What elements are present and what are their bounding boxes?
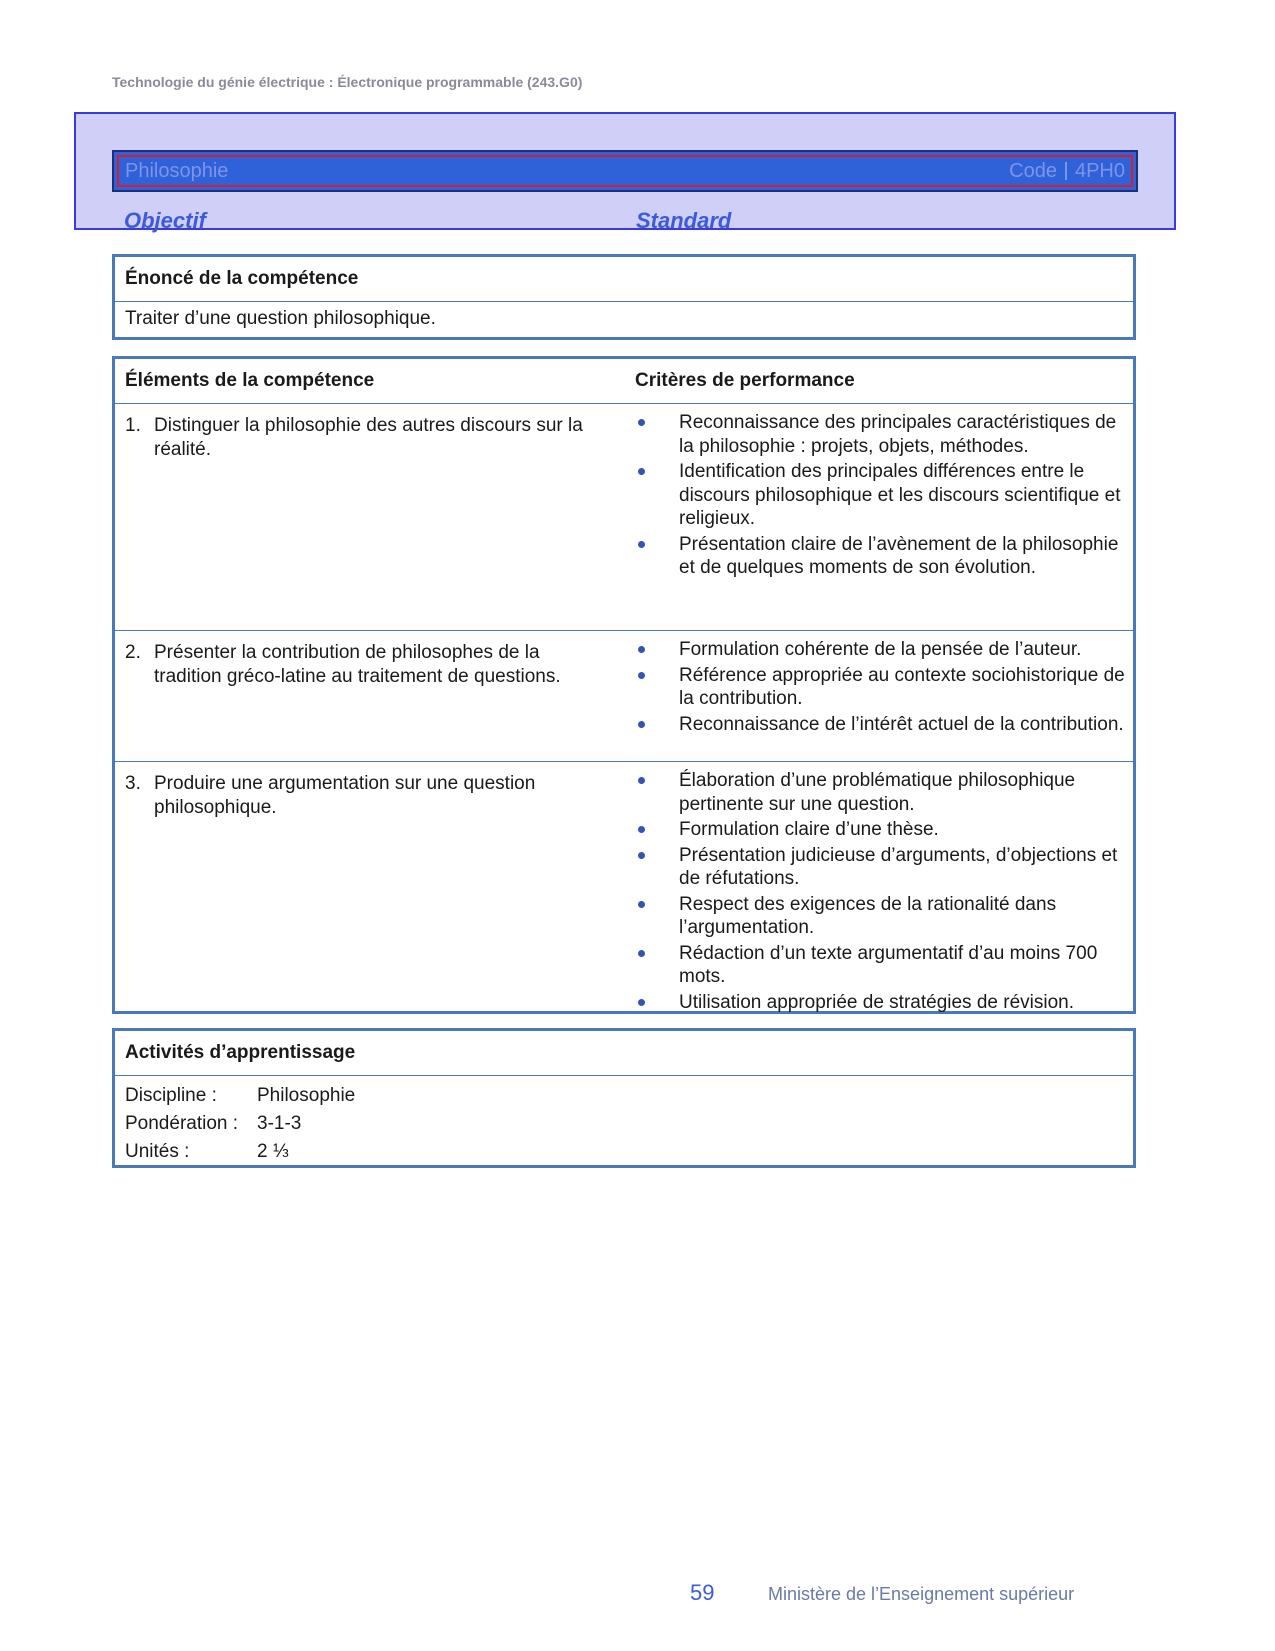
enonce-text: Traiter d’une question philosophique. [115, 301, 1133, 336]
criterion-item [635, 769, 1125, 816]
element-row-2 [115, 630, 1133, 761]
unites-row [125, 1138, 1123, 1166]
running-head: Technologie du génie électrique : Électronique programmable (243.G0) [112, 74, 583, 90]
code-label: Code [1009, 159, 1057, 182]
criterion-item [635, 713, 1125, 737]
title-bar [112, 150, 1138, 192]
criterion-item [635, 664, 1125, 711]
code-separator [1065, 162, 1067, 180]
element-number: 3. [125, 773, 141, 794]
page-footer [690, 1580, 1074, 1606]
criterion-text: Formulation claire d’une thèse. [679, 819, 939, 840]
discipline-value: Philosophie [257, 1085, 356, 1106]
criterion-text: Utilisation appropriée de stratégies de révision. [679, 991, 1074, 1013]
criterion-item [635, 460, 1125, 531]
ponderation-value: 3-1-3 [257, 1113, 302, 1134]
criterion-text: Présentation judicieuse d’arguments, d’objections et de réfutations. [679, 844, 1118, 889]
elements-header-row [115, 359, 1133, 403]
element-number: 2. [125, 642, 141, 663]
unites-value: 2 ⅓ [257, 1141, 289, 1162]
criterion-item [635, 991, 1125, 1015]
criterion-item [635, 942, 1125, 989]
discipline-label: Discipline : [125, 1085, 217, 1106]
criterion-item [635, 844, 1125, 891]
criterion-text: Référence appropriée au contexte sociohistorique de la contribution. [679, 664, 1125, 709]
bullet-icon [638, 721, 645, 728]
criterion-text: Identification des principales différences entre le discours philosophique et les discours scientifique et religieux. [679, 461, 1121, 529]
element-row-1 [115, 403, 1133, 630]
bullet-icon [638, 826, 645, 833]
criterion-text: Élaboration d’une problématique philosophique pertinente sur une question. [679, 770, 1076, 815]
objectif-heading: Objectif [124, 208, 206, 233]
bullet-icon [638, 419, 645, 426]
standard-heading: Standard [636, 208, 732, 233]
element-number: 1. [125, 415, 141, 436]
page-number: 59 [690, 1580, 715, 1605]
criterion-item [635, 818, 1125, 842]
bullet-icon [638, 468, 645, 475]
element-row-3 [115, 761, 1133, 1016]
course-code [1009, 160, 1125, 183]
ponderation-label: Pondération : [125, 1113, 239, 1134]
ponderation-row [125, 1110, 1123, 1138]
criterion-text: Présentation claire de l’avènement de la philosophie et de quelques moments de son évolution. [679, 533, 1119, 578]
enonce-heading: Énoncé de la compétence [125, 268, 359, 289]
bullet-icon [638, 777, 645, 784]
activites-heading: Activités d’apprentissage [125, 1042, 356, 1063]
course-title: Philosophie [125, 159, 229, 182]
bullet-icon [638, 950, 645, 957]
criterion-text: Reconnaissance des principales caractéristiques de la philosophie : projets, objets, méthodes. [679, 412, 1117, 457]
criteria-list [635, 769, 1125, 1016]
criterion-text: Reconnaissance de l’intérêt actuel de la contribution. [679, 713, 1124, 735]
criteria-list [635, 638, 1125, 738]
bullet-icon [638, 999, 645, 1006]
element-cell [125, 414, 595, 462]
ministry-name: Ministère de l’Enseignement supérieur [768, 1584, 1075, 1604]
bullet-icon [638, 672, 645, 679]
bullet-icon [638, 541, 645, 548]
criterion-text: Respect des exigences de la rationalité dans l’argumentation. [679, 893, 1057, 938]
criterion-item [635, 638, 1125, 662]
criteria-col-heading: Critères de performance [635, 370, 855, 391]
enonce-box [112, 254, 1136, 340]
bullet-icon [638, 852, 645, 859]
elements-col-heading: Éléments de la compétence [125, 370, 375, 391]
activites-box [112, 1028, 1136, 1168]
element-text: Présenter la contribution de philosophes de la tradition gréco-latine au traitement de questions. [154, 642, 561, 687]
bullet-icon [638, 646, 645, 653]
element-text: Produire une argumentation sur une question philosophique. [154, 773, 536, 818]
criteria-list [635, 411, 1125, 582]
title-bar-inner [117, 155, 1133, 187]
criterion-text: Formulation cohérente de la pensée de l’auteur. [679, 639, 1082, 660]
unites-label: Unités : [125, 1141, 190, 1162]
code-value: 4PH0 [1074, 159, 1125, 182]
element-text: Distinguer la philosophie des autres discours sur la réalité. [154, 415, 583, 460]
bullet-icon [638, 901, 645, 908]
criterion-item [635, 893, 1125, 940]
criterion-item [635, 411, 1125, 458]
criterion-text: Rédaction d’un texte argumentatif d’au moins 700 mots. [679, 942, 1098, 987]
discipline-row [125, 1082, 1123, 1110]
criterion-item [635, 533, 1125, 580]
activites-details [115, 1075, 1133, 1172]
elements-box [112, 356, 1136, 1014]
element-cell [125, 772, 595, 820]
element-cell [125, 641, 595, 689]
